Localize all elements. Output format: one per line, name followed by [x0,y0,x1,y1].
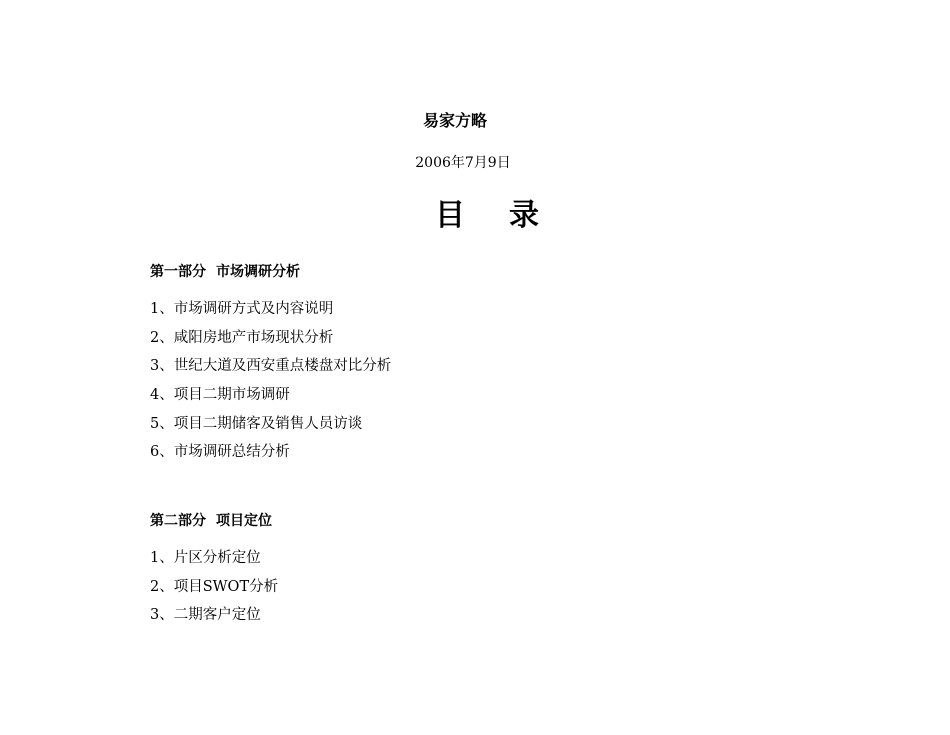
part-title: 项目定位 [216,513,272,529]
toc-item: 6、市场调研总结分析 [150,444,290,461]
part-number-label: 第一部分 [150,264,206,280]
toc-item: 2、项目SWOT分析 [150,578,279,595]
toc-item: 1、片区分析定位 [150,550,261,566]
toc-title-right: 录 [509,198,539,233]
toc-item: 1、市场调研方式及内容说明 [150,301,334,317]
toc-item: 3、世纪大道及西安重点楼盘对比分析 [150,358,392,375]
toc-part-1 [150,262,850,471]
document-date: 2006年7月9日 [415,155,511,171]
part-heading [150,262,850,282]
toc-item: 5、项目二期储客及销售人员访谈 [150,415,363,432]
part-heading [150,511,850,531]
toc-title [0,190,950,234]
toc-item: 3、二期客户定位 [150,607,261,624]
toc-item: 4、项目二期市场调研 [150,387,290,404]
part-title: 市场调研分析 [216,264,300,280]
toc-part-2 [150,511,850,634]
toc-item: 2、咸阳房地产市场现状分析 [150,329,334,346]
part-number-label: 第二部分 [150,513,206,529]
toc-title-left: 目 [435,198,465,233]
company-name: 易家方略 [422,111,487,130]
